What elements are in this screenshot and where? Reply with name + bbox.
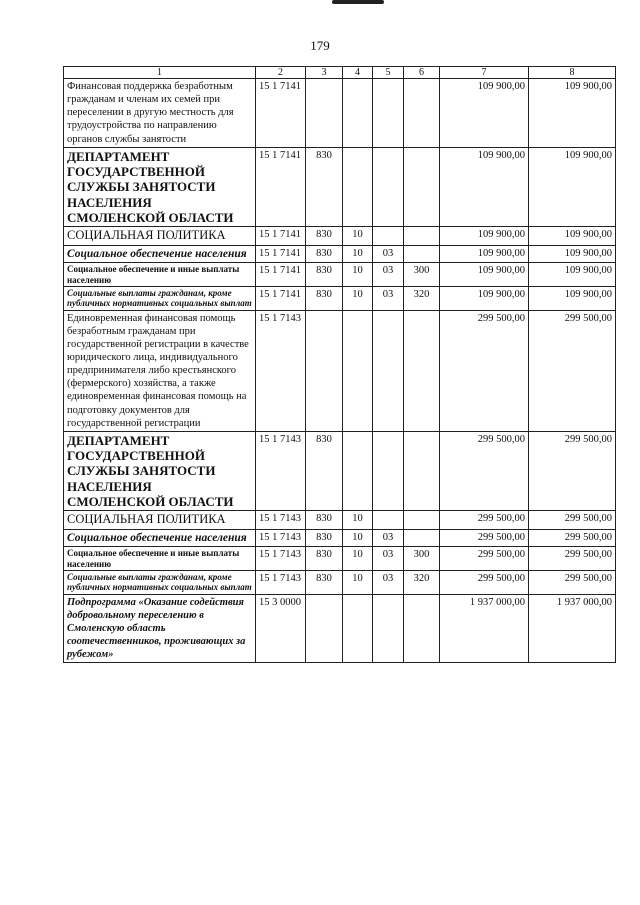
ministry-code [306, 79, 343, 148]
table-row [64, 431, 616, 511]
section-code: 10 [343, 227, 373, 246]
target-article-code: 15 1 7141 [256, 147, 306, 227]
subsection-code: 03 [373, 263, 404, 287]
amount-column-7: 299 500,00 [440, 511, 529, 530]
expense-type-code: 300 [404, 263, 440, 287]
target-article-code: 15 1 7141 [256, 245, 306, 262]
subsection-code: 03 [373, 245, 404, 262]
subsection-code [373, 147, 404, 227]
row-name: СОЦИАЛЬНАЯ ПОЛИТИКА [64, 227, 256, 246]
header-row [64, 67, 616, 79]
subsection-code [373, 227, 404, 246]
amount-column-7: 299 500,00 [440, 571, 529, 595]
column-header: 4 [343, 67, 373, 79]
expense-type-code: 300 [404, 547, 440, 571]
row-name: Социальное обеспечение и иные выплаты населению [64, 547, 256, 571]
table-row [64, 310, 616, 431]
amount-column-7: 299 500,00 [440, 310, 529, 431]
amount-column-8: 109 900,00 [529, 263, 616, 287]
column-header: 3 [306, 67, 343, 79]
column-header: 2 [256, 67, 306, 79]
target-article-code: 15 1 7141 [256, 286, 306, 310]
section-code: 10 [343, 571, 373, 595]
ministry-code: 830 [306, 147, 343, 227]
ministry-code: 830 [306, 571, 343, 595]
subsection-code [373, 431, 404, 511]
table-row [64, 511, 616, 530]
section-code [343, 310, 373, 431]
ministry-code: 830 [306, 245, 343, 262]
subsection-code [373, 310, 404, 431]
subsection-code [373, 511, 404, 530]
amount-column-8: 299 500,00 [529, 310, 616, 431]
amount-column-7: 109 900,00 [440, 263, 529, 287]
target-article-code: 15 1 7143 [256, 511, 306, 530]
target-article-code: 15 1 7143 [256, 431, 306, 511]
expense-type-code [404, 245, 440, 262]
row-name: Подпрограмма «Оказание содействия добровольному переселению в Смоленскую область соотечественников, проживающих за рубежом» [64, 594, 256, 663]
row-name: Социальное обеспечение и иные выплаты населению [64, 263, 256, 287]
row-name: СОЦИАЛЬНАЯ ПОЛИТИКА [64, 511, 256, 530]
amount-column-8: 299 500,00 [529, 530, 616, 547]
ministry-code: 830 [306, 431, 343, 511]
ministry-code: 830 [306, 286, 343, 310]
table-row [64, 571, 616, 595]
amount-column-7: 109 900,00 [440, 286, 529, 310]
page-number: 179 [310, 38, 330, 53]
target-article-code: 15 1 7143 [256, 530, 306, 547]
amount-column-8: 109 900,00 [529, 147, 616, 227]
ministry-code [306, 594, 343, 663]
section-code [343, 79, 373, 148]
column-header: 7 [440, 67, 529, 79]
section-code: 10 [343, 511, 373, 530]
expense-type-code [404, 79, 440, 148]
subsection-code: 03 [373, 286, 404, 310]
amount-column-7: 1 937 000,00 [440, 594, 529, 663]
row-name: Финансовая поддержка безработным гражданам и членам их семей при переселении в другую местность для трудоустройства по направлению органов службы занятости [64, 79, 256, 148]
amount-column-7: 299 500,00 [440, 431, 529, 511]
table-row [64, 245, 616, 262]
amount-column-8: 299 500,00 [529, 431, 616, 511]
row-name: Социальное обеспечение населения [64, 245, 256, 262]
section-code: 10 [343, 263, 373, 287]
ministry-code: 830 [306, 263, 343, 287]
table-row [64, 227, 616, 246]
amount-column-8: 109 900,00 [529, 245, 616, 262]
expense-type-code [404, 594, 440, 663]
ministry-code: 830 [306, 511, 343, 530]
section-code [343, 594, 373, 663]
amount-column-7: 109 900,00 [440, 147, 529, 227]
column-header: 1 [64, 67, 256, 79]
amount-column-7: 109 900,00 [440, 245, 529, 262]
section-code [343, 431, 373, 511]
section-code [343, 147, 373, 227]
subsection-code: 03 [373, 530, 404, 547]
table-row [64, 286, 616, 310]
expense-type-code [404, 310, 440, 431]
amount-column-8: 299 500,00 [529, 571, 616, 595]
expense-type-code: 320 [404, 571, 440, 595]
amount-column-7: 299 500,00 [440, 547, 529, 571]
row-name: Социальное обеспечение населения [64, 530, 256, 547]
subsection-code [373, 79, 404, 148]
expense-type-code [404, 227, 440, 246]
budget-table [63, 66, 616, 663]
row-name: Социальные выплаты гражданам, кроме публичных нормативных социальных выплат [64, 571, 256, 595]
expense-type-code [404, 530, 440, 547]
subsection-code: 03 [373, 571, 404, 595]
table-body [64, 79, 616, 663]
column-header: 8 [529, 67, 616, 79]
table-row [64, 147, 616, 227]
amount-column-8: 109 900,00 [529, 286, 616, 310]
ministry-code [306, 310, 343, 431]
row-name: ДЕПАРТАМЕНТ ГОСУДАРСТВЕННОЙ СЛУЖБЫ ЗАНЯТОСТИ НАСЕЛЕНИЯ СМОЛЕНСКОЙ ОБЛАСТИ [64, 147, 256, 227]
column-header: 5 [373, 67, 404, 79]
table-row [64, 547, 616, 571]
column-header: 6 [404, 67, 440, 79]
ministry-code: 830 [306, 547, 343, 571]
subsection-code [373, 594, 404, 663]
amount-column-7: 299 500,00 [440, 530, 529, 547]
expense-type-code: 320 [404, 286, 440, 310]
amount-column-8: 1 937 000,00 [529, 594, 616, 663]
target-article-code: 15 1 7141 [256, 79, 306, 148]
target-article-code: 15 1 7143 [256, 310, 306, 431]
section-code: 10 [343, 286, 373, 310]
target-article-code: 15 1 7141 [256, 263, 306, 287]
section-code: 10 [343, 530, 373, 547]
target-article-code: 15 1 7143 [256, 571, 306, 595]
row-name: ДЕПАРТАМЕНТ ГОСУДАРСТВЕННОЙ СЛУЖБЫ ЗАНЯТОСТИ НАСЕЛЕНИЯ СМОЛЕНСКОЙ ОБЛАСТИ [64, 431, 256, 511]
amount-column-8: 109 900,00 [529, 79, 616, 148]
target-article-code: 15 3 0000 [256, 594, 306, 663]
row-name: Единовременная финансовая помощь безработным гражданам при государственной регистрации в качестве юридического лица, индивидуального предпринимателя либо крестьянского (фермерского) хозяйства, а также единовременная финансовая помощь на подготовку документов для государственной регистрации [64, 310, 256, 431]
table-row [64, 263, 616, 287]
amount-column-8: 299 500,00 [529, 511, 616, 530]
scan-mark [332, 0, 384, 4]
ministry-code: 830 [306, 530, 343, 547]
target-article-code: 15 1 7141 [256, 227, 306, 246]
expense-type-code [404, 511, 440, 530]
amount-column-7: 109 900,00 [440, 79, 529, 148]
expense-type-code [404, 431, 440, 511]
target-article-code: 15 1 7143 [256, 547, 306, 571]
section-code: 10 [343, 547, 373, 571]
expense-type-code [404, 147, 440, 227]
amount-column-8: 299 500,00 [529, 547, 616, 571]
table-row [64, 79, 616, 148]
table-row [64, 594, 616, 663]
amount-column-7: 109 900,00 [440, 227, 529, 246]
table-row [64, 530, 616, 547]
subsection-code: 03 [373, 547, 404, 571]
section-code: 10 [343, 245, 373, 262]
ministry-code: 830 [306, 227, 343, 246]
row-name: Социальные выплаты гражданам, кроме публичных нормативных социальных выплат [64, 286, 256, 310]
amount-column-8: 109 900,00 [529, 227, 616, 246]
